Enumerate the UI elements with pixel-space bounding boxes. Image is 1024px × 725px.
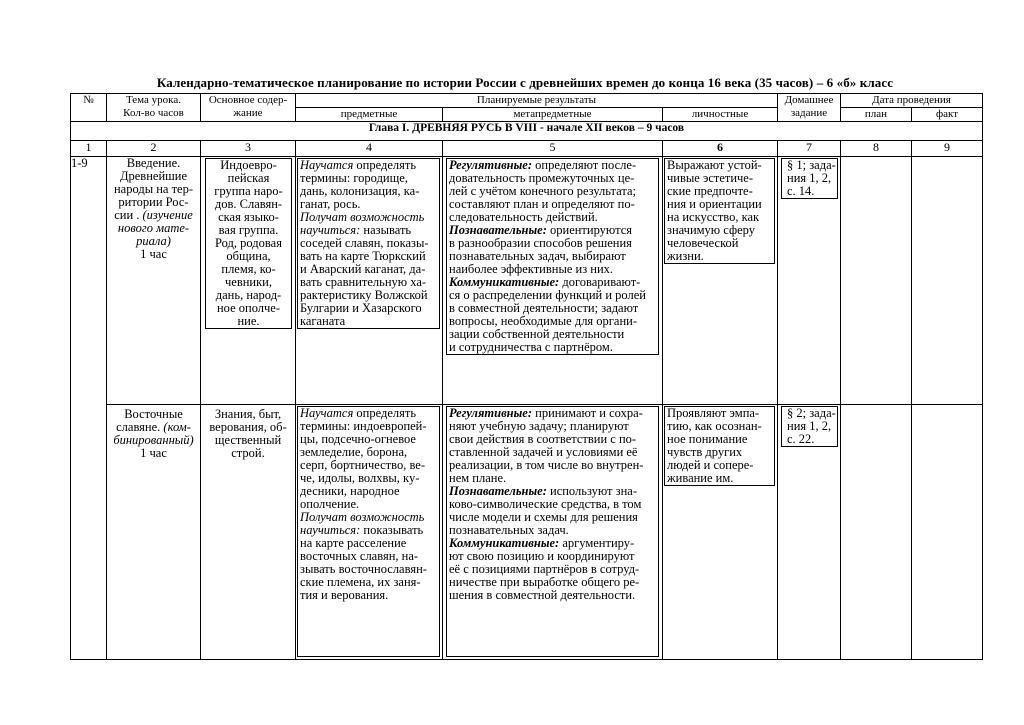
chapter-heading: Глава I. ДРЕВНЯЯ РУСЬ В VIII - начале XII веков – 9 часов	[71, 122, 983, 141]
lesson-homework: § 1; зада- ния 1, 2, с. 14.	[778, 157, 841, 405]
table-row	[71, 405, 983, 660]
lesson-meta-results: Регулятивные: принимают и сохра- няют учебную задачу; планируют свои действия в соответствии с по- ставленной задачей и условиями её реализации, в том числе во внутрен- нем плане. Познавательные: используют зна- ково-символические средства, в том числе модели и схемы для решения познавательных задач. Коммуникативные: аргументиру- ют свою позицию и координируют её с позициями партнёров в сотруд- ничестве при выработке общего ре- шения в совместной деятельности.	[443, 405, 663, 660]
header-homework: Домашнее задание	[778, 94, 841, 122]
header-meta: метапредметные	[443, 108, 663, 122]
col-number: 2	[107, 141, 201, 157]
col-number: 5	[443, 141, 663, 157]
col-number: 7	[778, 141, 841, 157]
lesson-date-fact	[912, 405, 983, 660]
col-number: 3	[201, 141, 296, 157]
header-subject: предметные	[296, 108, 443, 122]
lesson-subject-results: Научатся определять термины: индоевропей- цы, подсечно-огневое земледелие, борона, серп, бортничество, ве- че, идолы, волхвы, ку- десники, народное ополчение. Получат возможность научиться: показывать на карте расселение восточных славян, на- зывать восточнославян- ские племена, их заня- тия и верования.	[296, 405, 443, 660]
lesson-date-plan	[841, 405, 912, 660]
header-personal: личностные	[663, 108, 778, 122]
lesson-date-fact	[912, 157, 983, 405]
header-fact: факт	[912, 108, 983, 122]
lesson-meta-results: Регулятивные: определяют после- довательность промежуточных це- лей с учётом конечного результата; составляют план и определяют по- следовательность действий. Познавательные: ориентируются в разнообразии способов решения познавательных задач, выбирают наиболее эффективные из них. Коммуникативные: договаривают- ся о распределении функций и ролей в совместной деятельности; задают вопросы, необходимые для органи- зации собственной деятельности и сотрудничества с партнёром.	[443, 157, 663, 405]
lesson-content: Индоевро- пейская группа наро- дов. Славян- ская языко- вая группа. Род, родовая община, племя, ко- чевники, дань, народ- ное ополче- ние.	[201, 157, 296, 405]
lesson-topic: Введение. Древнейшие народы на тер- ритории Рос- сии . (изучение нового мате- риала) 1 час	[107, 157, 201, 405]
col-number: 1	[71, 141, 107, 157]
header-topic: Тема урока. Кол-во часов	[107, 94, 201, 122]
header-content: Основное содер- жание	[201, 94, 296, 122]
col-number: 8	[841, 141, 912, 157]
table-row	[71, 157, 983, 405]
planning-table	[70, 93, 983, 660]
lesson-subject-results: Научатся определять термины: городище, дань, колонизация, ка- ганат, рось. Получат возможность научиться: называть соседей славян, показы- вать на карте Тюркский и Аварский каганат, да- вать сравнительную ха- рактеристику Волжской Булгарии и Хазарского каганата	[296, 157, 443, 405]
lesson-personal-results: Выражают устой- чивые эстетиче- ские предпочте- ния и ориентации на искусство, как значимую сферу человеческой жизни.	[663, 157, 778, 405]
header-num: №	[71, 94, 107, 122]
header-date: Дата проведения	[841, 94, 983, 108]
lesson-number: 1-9	[71, 157, 107, 660]
lesson-personal-results: Проявляют эмпа- тию, как осознан- ное понимание чувств других людей и сопере- живание им.	[663, 405, 778, 660]
lesson-topic: Восточные славяне. (ком- бинированный) 1 час	[107, 405, 201, 660]
lesson-homework: § 2; зада- ния 1, 2, с. 22.	[778, 405, 841, 660]
header-results: Планируемые результаты	[296, 94, 778, 108]
lesson-content: Знания, быт, верования, об- щественный строй.	[201, 405, 296, 660]
lesson-date-plan	[841, 157, 912, 405]
col-number: 9	[912, 141, 983, 157]
col-number: 6	[663, 141, 778, 157]
header-plan: план	[841, 108, 912, 122]
col-number: 4	[296, 141, 443, 157]
document-title: Календарно-тематическое планирование по истории России с древнейших времен до конца 16 века (35 часов) – 6 «б» класс	[156, 75, 894, 90]
